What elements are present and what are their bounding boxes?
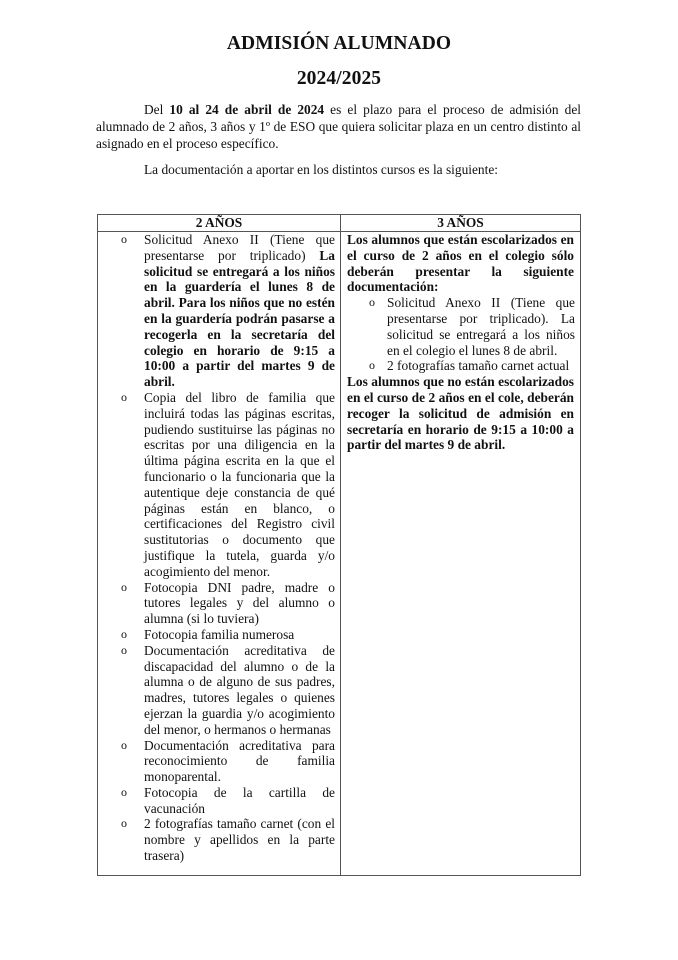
item-text: 2 fotografías tamaño carnet actual bbox=[387, 358, 570, 374]
item-text: Copia del libro de familia que incluirá todas las páginas escritas, pudiendo sustituirse las páginas no escritas por una diligencia en la última página escrita en la que el funcionario o la funcionaria que la autentique deje constancia de qué páginas están en blanco, o certificaciones del Registro civil sustitutorias o documento que justifique la tutela, guarda y/o acogimiento del menor. bbox=[144, 389, 335, 579]
header-2-anos: 2 AÑOS bbox=[195, 215, 243, 230]
intro-text: es el plazo para el proceso de admisión del alumnado de 2 años, 3 años y 1º de ESO que quiera solicitar plaza en un centro distinto al asignado en el proceso específico. bbox=[96, 102, 581, 151]
list-item bbox=[98, 580, 340, 627]
column-2-anos bbox=[98, 232, 340, 864]
item-bold-text: La solicitud se entregará a los niños en la guardería el lunes 8 de abril. Para los niños que no estén en la guardería podrán pasarse a recogerla en la secretaría del colegio en horario de 9:15 a 10:00 a partir del martes 9 de abril. bbox=[144, 247, 335, 390]
intro-dates: 10 al 24 de abril de 2024 bbox=[169, 102, 325, 117]
escolarizados-intro: Los alumnos que están escolarizados en el curso de 2 años en el colegio sólo deberán presentar la siguiente documentación: bbox=[347, 232, 574, 295]
intro-prefix: Del bbox=[144, 102, 170, 117]
item-text: Solicitud Anexo II (Tiene que presentarse por triplicado) bbox=[144, 232, 335, 263]
item-text: Fotocopia familia numerosa bbox=[144, 626, 295, 642]
document-year: 2024/2025 bbox=[296, 68, 382, 89]
no-escolarizados-note: Los alumnos que no están escolarizados en el curso de 2 años en el cole, deberán recoger la solicitud de admisión en secretaría en horario de 9:15 a 10:00 a partir del martes 9 de abril. bbox=[347, 374, 574, 453]
document-title: ADMISIÓN ALUMNADO bbox=[226, 33, 452, 54]
requirements-list-2-anos bbox=[98, 232, 340, 864]
bullet-icon: o bbox=[121, 737, 127, 752]
requirements-list-3-anos bbox=[341, 295, 580, 374]
bullet-icon: o bbox=[369, 295, 375, 310]
list-item bbox=[98, 627, 340, 643]
bullet-icon: o bbox=[121, 232, 127, 246]
item-text: Documentación acreditativa de discapacidad del alumno o de la alumna o de alguno de sus padres, madres, tutores legales o quienes ejerzan la guardia y/o acogimiento del menor, o hermanos o hermanas bbox=[144, 642, 335, 737]
list-item bbox=[341, 358, 580, 374]
item-text: Fotocopia de la cartilla de vacunación bbox=[144, 784, 335, 816]
intro-paragraph bbox=[96, 101, 581, 152]
lead-paragraph: La documentación a aportar en los distintos cursos es la siguiente: bbox=[144, 162, 499, 177]
column-3-anos bbox=[341, 232, 580, 453]
list-item bbox=[98, 390, 340, 580]
bullet-icon: o bbox=[121, 626, 127, 641]
item-text: Solicitud Anexo II (Tiene que presentarse por triplicado). La solicitud se entregará a los niños en el colegio el lunes 8 de abril. bbox=[387, 295, 575, 358]
list-item bbox=[98, 816, 340, 863]
bullet-icon: o bbox=[369, 358, 375, 373]
item-text: Documentación acreditativa para reconocimiento de familia monoparental. bbox=[144, 737, 335, 785]
list-item bbox=[98, 232, 340, 390]
list-item bbox=[98, 738, 340, 785]
list-item bbox=[98, 643, 340, 738]
item-text: 2 fotografías tamaño carnet (con el nombre y apellidos en la parte trasera) bbox=[144, 816, 335, 864]
bullet-icon: o bbox=[121, 579, 127, 594]
item-text: Fotocopia DNI padre, madre o tutores legales y del alumno o alumna (si lo tuviera) bbox=[144, 579, 335, 627]
bullet-icon: o bbox=[121, 389, 127, 404]
bullet-icon: o bbox=[121, 642, 127, 657]
documentation-table bbox=[97, 214, 581, 876]
list-item bbox=[98, 785, 340, 817]
list-item bbox=[341, 295, 580, 358]
header-3-anos: 3 AÑOS bbox=[437, 215, 484, 230]
bullet-icon: o bbox=[121, 784, 127, 799]
bullet-icon: o bbox=[121, 816, 127, 831]
